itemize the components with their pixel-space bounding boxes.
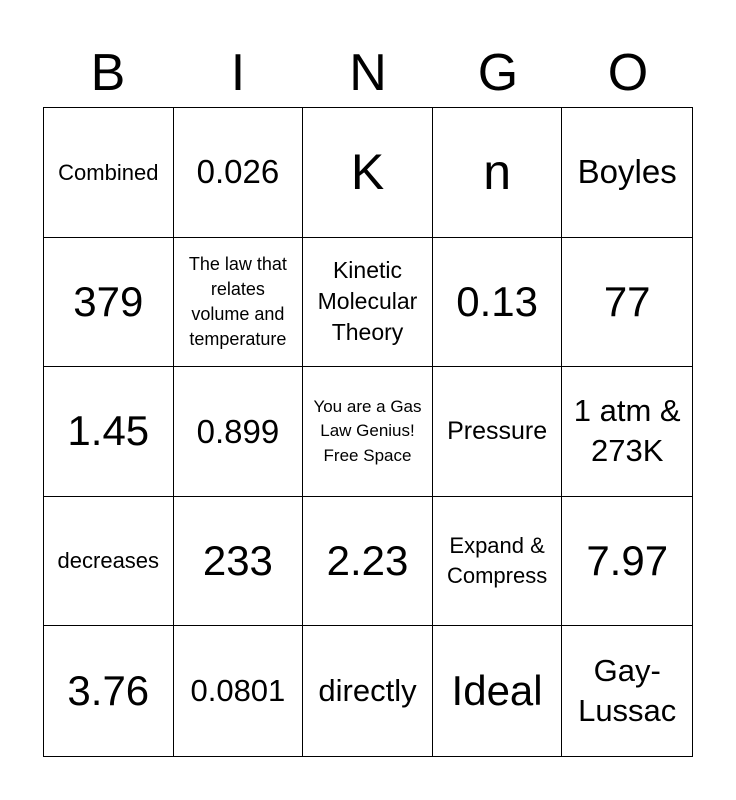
cell-text: Boyles — [577, 153, 677, 191]
cell-text: Expand & Compress — [446, 533, 548, 589]
header-letter-i: I — [230, 44, 246, 102]
bingo-cell-r3-c2[interactable] — [174, 367, 304, 497]
cell-text: 3.76 — [67, 667, 150, 715]
cell-text: Kinetic Molecular Theory — [317, 257, 418, 346]
header-letter-n: N — [349, 44, 387, 102]
bingo-cell-r1-c3[interactable] — [303, 108, 433, 238]
bingo-cell-r4-c4[interactable] — [433, 497, 563, 627]
bingo-cell-r3-c5[interactable] — [562, 367, 692, 497]
cell-text: 233 — [202, 536, 273, 584]
cell-text: Ideal — [451, 667, 543, 715]
bingo-cell-r4-c1[interactable] — [44, 497, 174, 627]
cell-text: 1 atm & 273K — [573, 393, 681, 469]
bingo-cell-r2-c5[interactable] — [562, 238, 692, 368]
bingo-cell-r1-c2[interactable] — [174, 108, 304, 238]
header-letter-o: O — [607, 44, 649, 102]
bingo-cell-r4-c3[interactable] — [303, 497, 433, 627]
bingo-cell-r4-c5[interactable] — [562, 497, 692, 627]
bingo-cell-r5-c4[interactable] — [433, 626, 563, 756]
bingo-cell-r1-c5[interactable] — [562, 108, 692, 238]
bingo-cell-r2-c2[interactable] — [174, 238, 304, 368]
bingo-cell-r5-c3[interactable] — [303, 626, 433, 756]
cell-text: 2.23 — [326, 536, 409, 584]
cell-text: Pressure — [447, 417, 548, 446]
cell-text: decreases — [57, 548, 160, 574]
cell-text: 77 — [603, 277, 651, 325]
bingo-cell-r1-c4[interactable] — [433, 108, 563, 238]
bingo-cell-r5-c1[interactable] — [44, 626, 174, 756]
bingo-cell-r5-c5[interactable] — [562, 626, 692, 756]
free-space-cell[interactable] — [303, 367, 433, 497]
bingo-cell-r2-c4[interactable] — [433, 238, 563, 368]
header-letter-b: B — [90, 44, 126, 102]
bingo-cell-r5-c2[interactable] — [174, 626, 304, 756]
bingo-board — [43, 107, 693, 757]
bingo-header — [43, 38, 693, 108]
cell-text: The law that relates volume and temperature — [188, 253, 287, 350]
cell-text: 379 — [73, 277, 144, 325]
cell-text: Gay-Lussac — [578, 652, 677, 729]
bingo-cell-r2-c1[interactable] — [44, 238, 174, 368]
bingo-cell-r3-c4[interactable] — [433, 367, 563, 497]
cell-text: You are a Gas Law Genius! Free Space — [313, 397, 422, 465]
cell-text: 0.13 — [456, 277, 538, 325]
header-letter-g: G — [477, 44, 519, 102]
cell-text: n — [483, 143, 511, 200]
bingo-cell-r1-c1[interactable] — [44, 108, 174, 238]
cell-text: 7.97 — [586, 536, 669, 584]
cell-text: Combined — [58, 159, 159, 185]
cell-text: 0.026 — [196, 153, 280, 191]
cell-text: directly — [318, 673, 417, 709]
cell-text: K — [350, 143, 385, 200]
cell-text: 1.45 — [67, 407, 150, 455]
bingo-cell-r4-c2[interactable] — [174, 497, 304, 627]
bingo-cell-r3-c1[interactable] — [44, 367, 174, 497]
cell-text: 0.899 — [196, 412, 280, 450]
cell-text: 0.0801 — [190, 673, 286, 709]
bingo-cell-r2-c3[interactable] — [303, 238, 433, 368]
